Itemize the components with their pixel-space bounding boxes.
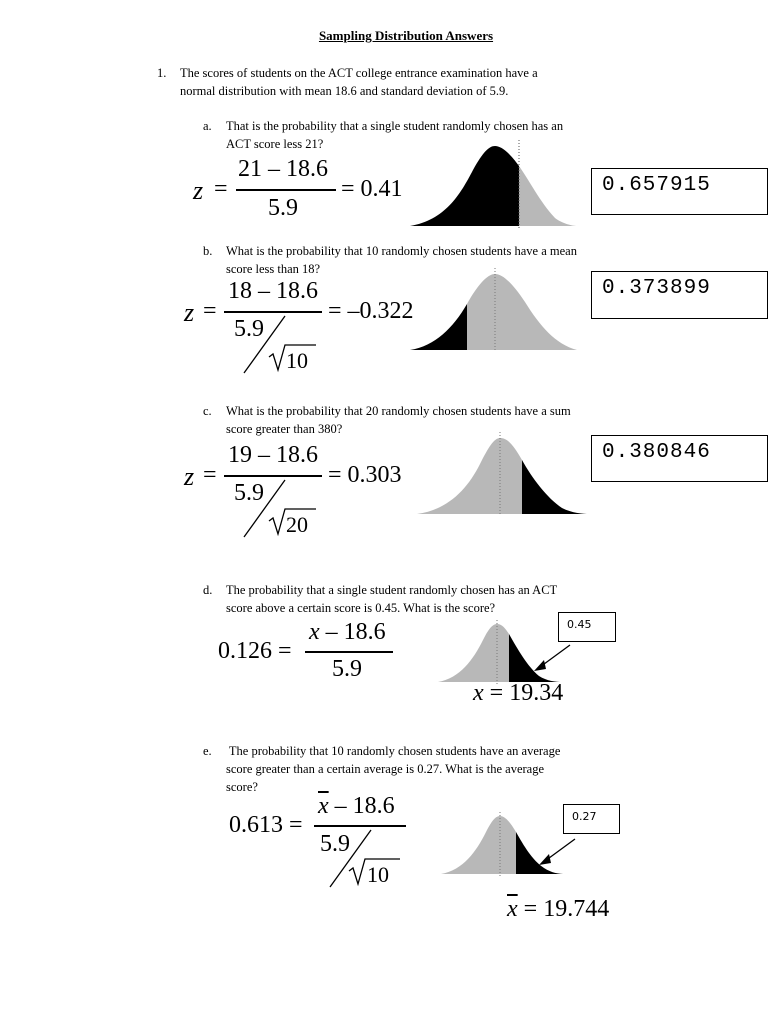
part-b-answer: 0.373899 [591,271,768,319]
part-c-line1: What is the probability that 20 randomly chosen students have a sum [226,404,571,418]
part-c-equals: = [203,462,217,488]
part-d-numerator-rest: – 18.6 [319,619,386,645]
part-c-answer: 0.380846 [591,435,768,482]
part-e-numerator-var: $\overline{x}$ [318,793,329,819]
part-b-normal-curve [405,268,580,354]
part-b-slash-sqrt [240,313,320,375]
question-number: 1. [157,66,167,80]
part-a-denominator: 5.9 [268,195,298,221]
part-b-body [467,274,577,350]
part-e-body [441,816,516,874]
part-a-line2: ACT score less 21? [226,137,324,151]
part-b-denominator: 5.9 [234,316,264,342]
question-text-line1: The scores of students on the ACT college entrance examination have a [180,66,538,80]
part-c-sqrt-value: 20 [286,512,308,537]
part-e-numerator [318,793,395,820]
part-c-slash-sqrt [240,477,320,539]
part-b-z: z [184,298,195,327]
part-c-normal-curve [412,432,592,518]
part-b-line2: score less than 18? [226,262,321,276]
part-b-sqrt-value: 10 [286,348,308,373]
part-d-numerator-var: x [309,619,320,645]
part-d-result-rest: = 19.34 [483,680,564,706]
part-a-numerator: 21 – 18.6 [238,156,328,182]
part-a-normal-curve [405,140,580,230]
part-e-result-var: $\overline{x}$ [507,896,518,922]
part-d-result-var: x [473,680,484,706]
part-e-callout-box: 0.27 [563,804,620,834]
part-e-numerator-rest: – 18.6 [328,793,395,819]
part-a-line1: That is the probability that a single student randomly chosen has an [226,119,564,133]
part-e-denominator: 5.9 [320,831,350,857]
part-c-line2: score greater than 380? [226,422,343,436]
part-c-right-shade [522,460,590,514]
part-c-label: c. [203,404,212,418]
part-e-line2: score greater than a certain average is 0.27. What is the average [226,762,545,776]
page-title: Sampling Distribution Answers [318,28,494,43]
part-a-z: z [193,176,204,205]
part-b-left-shade [410,304,467,350]
part-e-result-rest: = 19.744 [517,896,610,922]
part-e-line3: score? [226,780,258,794]
part-c-numerator: 19 – 18.6 [228,442,318,468]
part-d-line1: The probability that a single student randomly chosen has an ACT [226,583,558,597]
part-b-result: = –0.322 [328,298,414,324]
part-b-line1: What is the probability that 10 randomly chosen students have a mean [226,244,577,258]
part-d-fraction-bar [305,651,393,653]
part-a-answer: 0.657915 [591,168,768,215]
part-a-result: = 0.41 [341,176,403,202]
part-e-callout-arrow [535,836,580,868]
part-a-equals: = [214,176,228,202]
part-b-equals: = [203,298,217,324]
part-d-label: d. [203,583,213,597]
part-e-line1: The probability that 10 randomly chosen students have an average [226,744,561,758]
part-c-z: z [184,462,195,491]
part-e-label: e. [203,744,212,758]
part-d-callout-box: 0.45 [558,612,616,642]
part-e-lhs: 0.613 = [229,812,303,838]
part-b-numerator: 18 – 18.6 [228,278,318,304]
part-e-sqrt-value: 10 [367,862,389,887]
part-a-label: a. [203,119,212,133]
part-d-line2: score above a certain score is 0.45. What is the score? [226,601,496,615]
part-c-denominator: 5.9 [234,480,264,506]
part-c-result: = 0.303 [328,462,402,488]
question-text-line2: normal distribution with mean 18.6 and standard deviation of 5.9. [180,84,509,98]
part-e-result [507,896,609,923]
part-d-denominator: 5.9 [332,656,362,682]
part-c-body [417,438,522,514]
part-d-body [438,624,509,682]
part-d-callout-arrow [530,642,575,674]
part-a-fraction-bar [236,189,336,191]
part-e-slash-sqrt [326,827,406,889]
part-d-numerator [309,619,386,646]
part-b-label: b. [203,244,213,258]
part-d-lhs: 0.126 = [218,638,292,664]
part-d-result [473,680,563,707]
